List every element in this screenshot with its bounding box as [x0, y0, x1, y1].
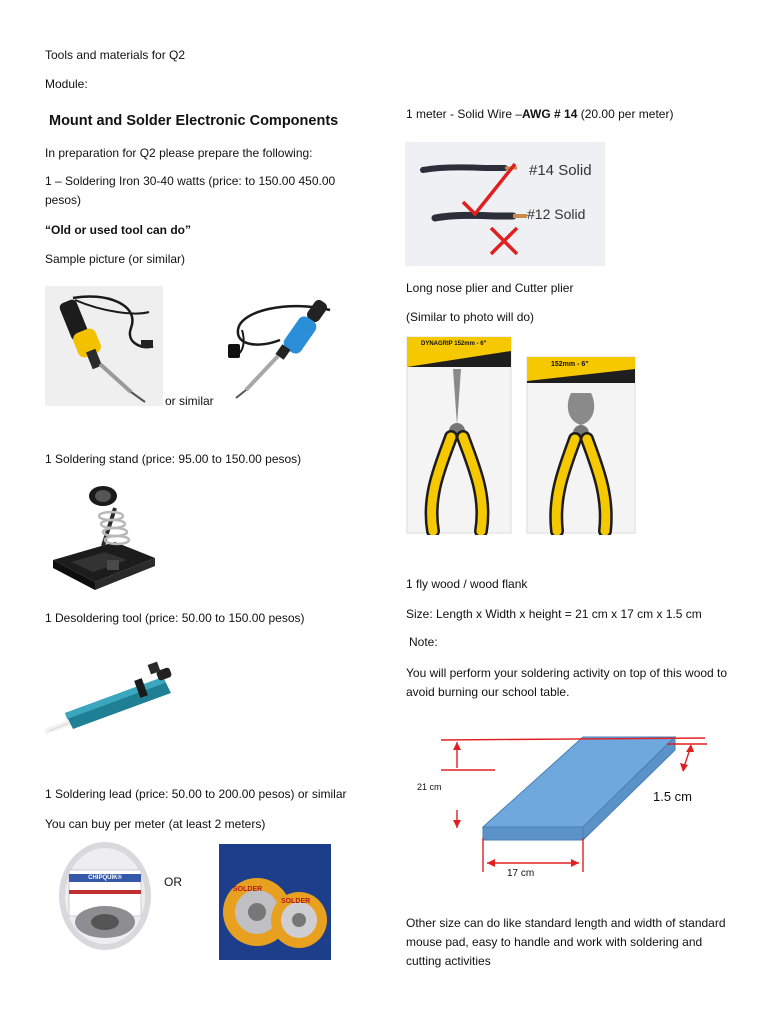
soldering-lead-item: 1 Soldering lead (price: 50.00 to 200.00 pesos) or similar	[45, 787, 347, 801]
note-text: You will perform your soldering activity on top of this wood to avoid burning our school table.	[406, 666, 728, 699]
plier-package-1-label: DYNAGRIP 152mm - 6"	[421, 341, 487, 347]
other-size-note: Other size can do like standard length and width of standard mouse pad, easy to handle and work with soldering and cutting activities	[406, 916, 726, 968]
or-label: OR	[164, 875, 182, 889]
desoldering-tool-item: 1 Desoldering tool (price: 50.00 to 150.00 pesos)	[45, 611, 305, 625]
solid-wire-gauge: AWG # 14	[522, 107, 578, 121]
soldering-iron-photo-2	[220, 290, 340, 400]
iron-item-line1: 1 – Soldering Iron 30-40 watts (price: to 150.00 450.00	[45, 174, 336, 188]
spool-brand-label: CHIPQUIK®	[88, 875, 122, 881]
solid-wire-suffix: (20.00 per meter)	[577, 107, 674, 121]
dim-21cm-label: 21 cm	[417, 782, 442, 792]
old-tool-note: “Old or used tool can do”	[45, 223, 192, 237]
solder-spool-photo-2	[219, 844, 331, 960]
sample-picture-label: Sample picture (or similar)	[45, 252, 186, 266]
solid-wire-photo	[405, 142, 605, 266]
wood-size: Size: Length x Width x height = 21 cm x 17 cm x 1.5 cm	[406, 607, 702, 621]
note-heading: Note:	[409, 635, 438, 649]
heading-module: Module:	[45, 77, 88, 91]
wood-block-diagram	[405, 730, 725, 890]
pliers-item: Long nose plier and Cutter plier	[406, 281, 574, 295]
solder-label-1: SOLDER	[233, 886, 263, 893]
plier-package-2-label: 152mm - 6"	[551, 361, 589, 368]
soldering-iron-photo-1	[45, 286, 163, 406]
desoldering-tool-photo	[45, 645, 180, 740]
solid-wire-item	[406, 106, 673, 123]
dim-17cm-label: 17 cm	[507, 868, 535, 879]
intro-text: In preparation for Q2 please prepare the following:	[45, 146, 313, 160]
buy-per-meter-note: You can buy per meter (at least 2 meters)	[45, 817, 266, 831]
wood-item: 1 fly wood / wood flank	[406, 577, 528, 591]
or-similar-label: or similar	[165, 394, 214, 408]
solder-spool-photo-1	[55, 838, 155, 953]
iron-item-line2: pesos)	[45, 193, 82, 207]
dim-1-5cm-label: 1.5 cm	[653, 789, 693, 804]
wire-12-label: #12 Solid	[527, 206, 586, 222]
pliers-photo	[405, 335, 637, 535]
soldering-stand-photo	[45, 478, 163, 596]
solid-wire-prefix: 1 meter - Solid Wire –	[406, 107, 523, 121]
heading-tools: Tools and materials for Q2	[45, 48, 186, 62]
soldering-stand-item: 1 Soldering stand (price: 95.00 to 150.00 pesos)	[45, 452, 302, 466]
page-title: Mount and Solder Electronic Components	[49, 113, 339, 129]
solder-label-2: SOLDER	[281, 898, 311, 905]
pliers-note: (Similar to photo will do)	[406, 310, 535, 324]
wire-14-label: #14 Solid	[529, 162, 592, 179]
